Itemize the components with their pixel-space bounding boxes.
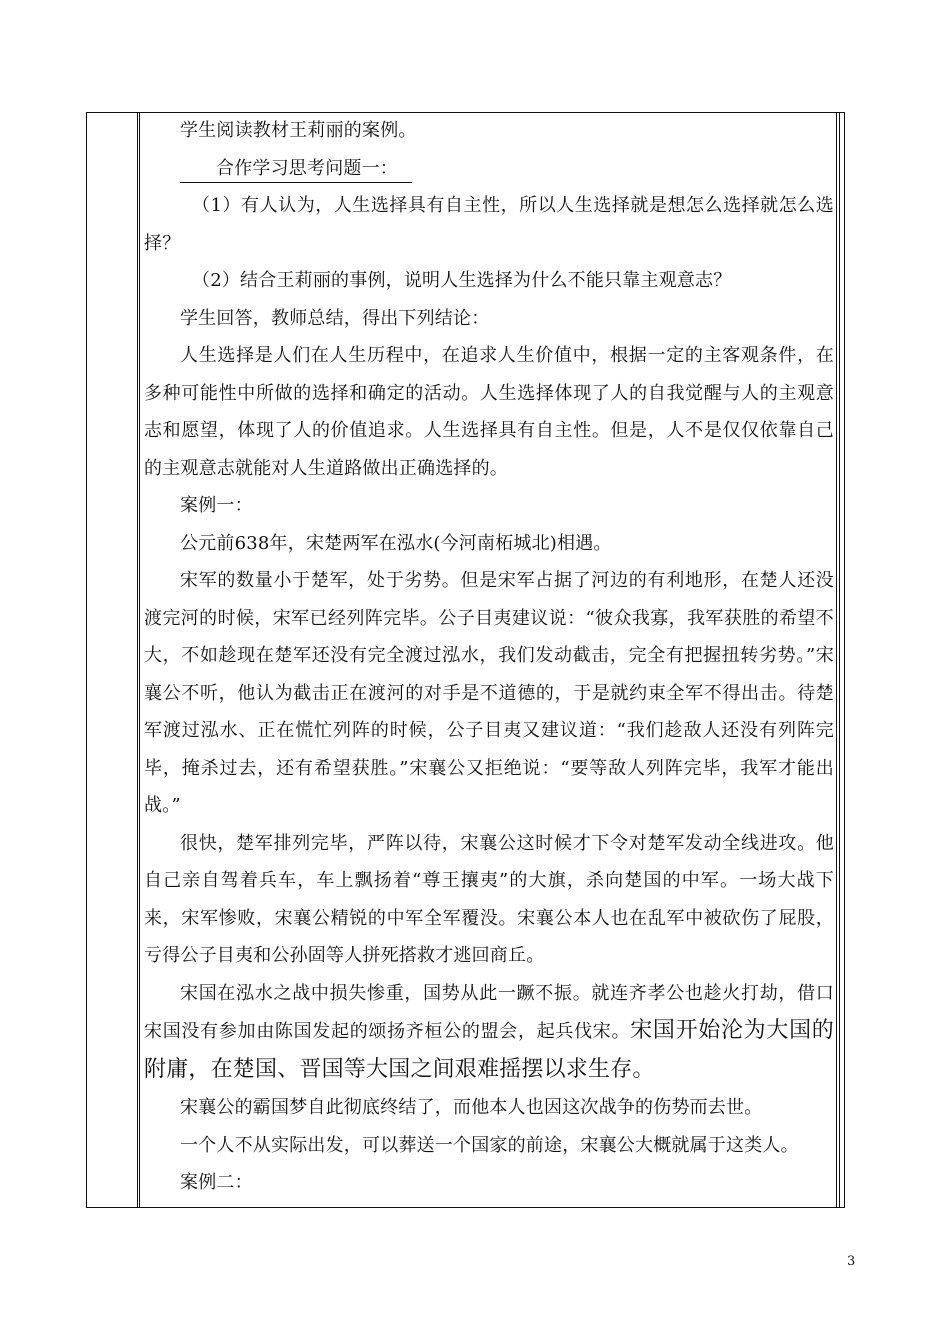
table-divider-right-outer (839, 113, 840, 1207)
question-2: （2）结合王莉丽的事例，说明人生选择为什么不能只靠主观意志？ (192, 270, 732, 291)
table-divider-left-inner (139, 113, 140, 1207)
table-divider-left (137, 113, 138, 1207)
case-one-heading: 案例一： (180, 495, 253, 516)
case-one-paragraph-3 (144, 975, 834, 1090)
question-1: （1）有人认为，人生选择具有自主性，所以人生选择就是想怎么选择就怎么选择？ (144, 195, 834, 254)
question-heading-text: 合作学习思考问题一： (180, 156, 412, 183)
paragraph-summary-intro: 学生回答，教师总结，得出下列结论： (180, 307, 490, 329)
case-one-paragraph-1: 宋军的数量小于楚军，处于劣势。但是宋军占据了河边的有利地形，在楚人还没渡完河的时候，宋军已经列阵完毕。公子目夷建议说：“彼众我寡，我军获胜的希望不大，不如趁现在楚军还没有完全渡过泓水，我们发动截击，完全有把握扭转劣势。”宋襄公不听，他认为截击正在渡河的对手是不道德的，于是就约束全军不得出击。待楚军渡过泓水、正在慌忙列阵的时候，公子目夷又建议道：“我们趁敌人还没有列阵完毕，掩杀过去，还有希望获胜。”宋襄公又拒绝说：“要等敌人列阵完毕，我军才能出战。” (144, 570, 834, 816)
paragraph-conclusion: 人生选择是人们在人生历程中，在追求人生价值中，根据一定的主客观条件，在多种可能性中所做的选择和确定的活动。人生选择体现了人的自我觉醒与人的主观意志和愿望，体现了人的价值追求。人生选择具有自主性。但是，人不是仅仅依靠自己的主观意志就能对人生道路做出正确选择的。 (144, 345, 834, 479)
case-one-paragraph-5: 一个人不从实际出发，可以葬送一个国家的前途，宋襄公大概就属于这类人。 (180, 1134, 799, 1156)
case-one-paragraph-2: 很快，楚军排列完毕，严阵以待，宋襄公这时候才下令对楚军发动全线进攻。他自己亲自驾着兵车，车上飘扬着“尊王攘夷”的大旗，杀向楚国的中军。一场大战下来，宋军惨败，宋襄公精锐的中军全军覆没。宋襄公本人也在乱军中被砍伤了屁股，亏得公子目夷和公孙固等人拼死搭救才逃回商丘。 (144, 832, 834, 966)
table-divider-right (836, 113, 837, 1207)
lesson-content (144, 112, 834, 1202)
case-one-paragraph-3-part-b: 宋国开始沦为大国的附庸，在楚国、晋国等大国之间艰难摇摆以求生存。 (144, 1018, 834, 1082)
question-heading (144, 150, 834, 188)
case-one-paragraph-3-part-a: 宋国在泓水之战中损失惨重，国势从此一蹶不振。就连齐孝公也趁火打劫，借口宋国没有参加由陈国发起的颂扬齐桓公的盟会，起兵伐宋。 (144, 982, 834, 1042)
case-one-paragraph-4: 宋襄公的霸国梦自此彻底终结了，而他本人也因这次战争的伤势而去世。 (180, 1097, 763, 1118)
paragraph-read-case: 学生阅读教材王莉丽的案例。 (180, 120, 417, 141)
page-number: 3 (847, 1254, 856, 1269)
case-two-heading: 案例二： (180, 1172, 253, 1193)
case-one-intro: 公元前638年，宋楚两军在泓水(今河南柘城北)相遇。 (180, 532, 612, 554)
